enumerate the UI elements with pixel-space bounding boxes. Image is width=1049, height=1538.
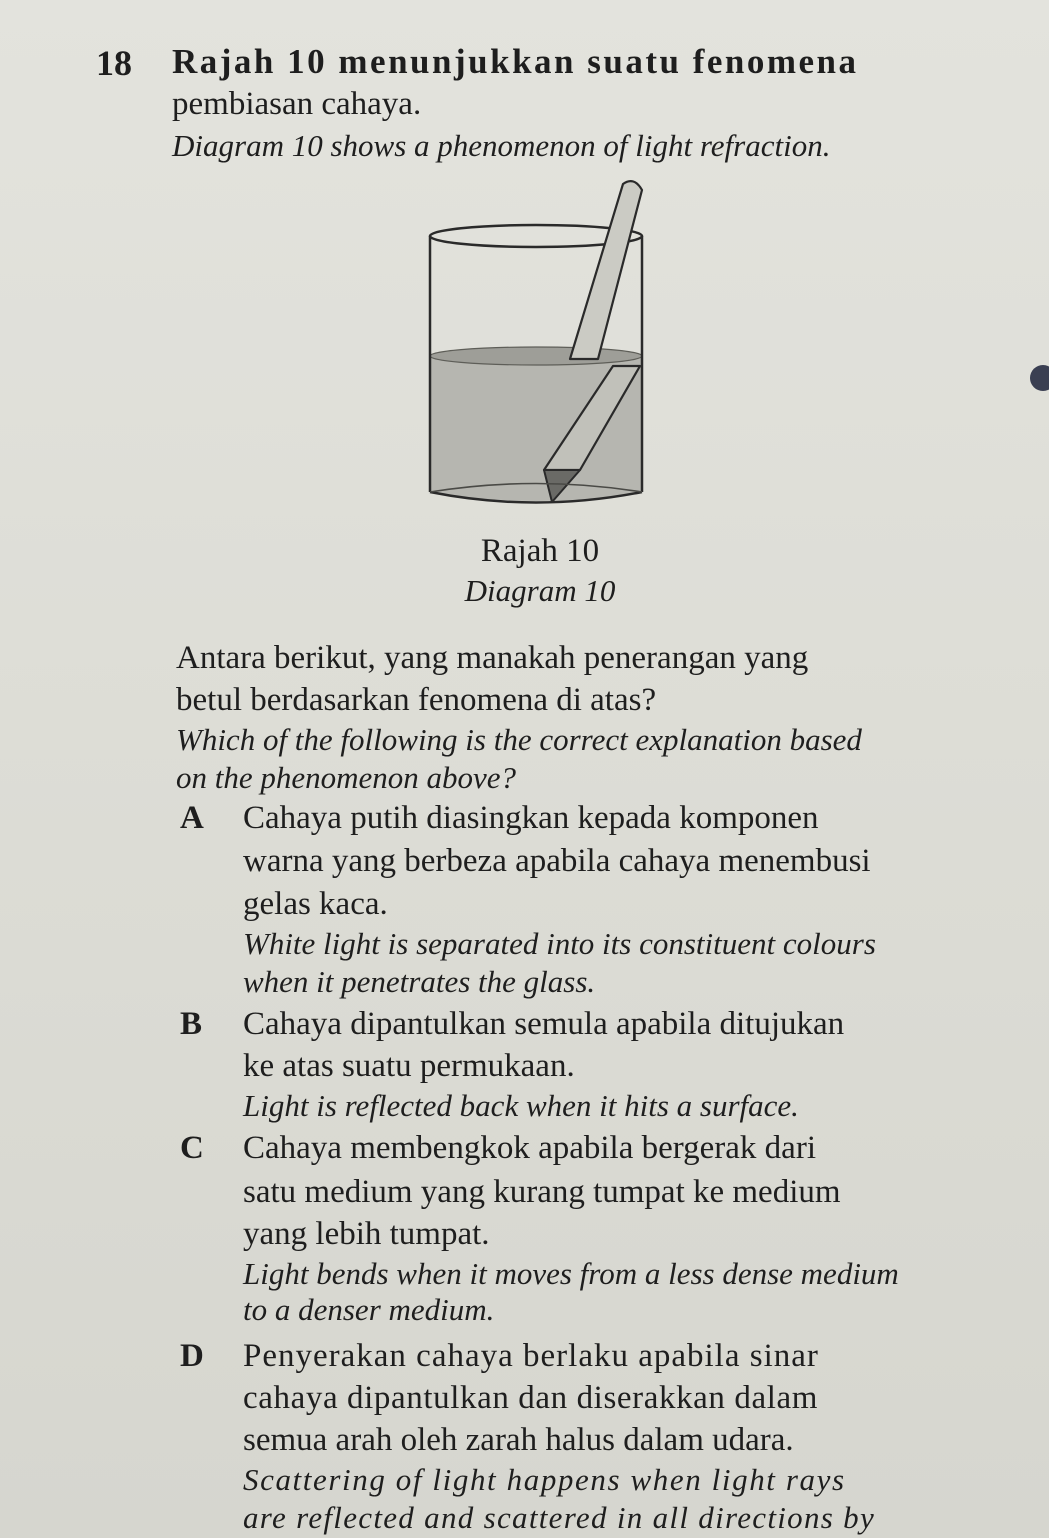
option-d-ms-line-2: cahaya dipantulkan dan diserakkan dalam	[243, 1380, 819, 1416]
option-a-ms-line-3: gelas kaca.	[243, 886, 388, 922]
option-a-en-line-1: White light is separated into its constituent colours	[243, 926, 876, 961]
prompt-ms-line-1: Antara berikut, yang manakah penerangan yang	[176, 640, 809, 676]
diagram-caption-ms: Rajah 10	[480, 533, 600, 569]
diagram-caption-en: Diagram 10	[464, 573, 616, 608]
option-d-en-line-1: Scattering of light happens when light rays	[243, 1462, 846, 1497]
option-b-letter[interactable]: B	[180, 1006, 203, 1042]
option-b-ms-line-1: Cahaya dipantulkan semula apabila ditujukan	[243, 1006, 845, 1042]
page-edge-marker	[1030, 365, 1049, 391]
prompt-ms-line-2: betul berdasarkan fenomena di atas?	[176, 682, 657, 718]
option-b-en-line-1: Light is reflected back when it hits a surface.	[243, 1088, 799, 1123]
stem-ms-line-2: pembiasan cahaya.	[172, 86, 422, 122]
prompt-en-line-2: on the phenomenon above?	[176, 760, 517, 795]
option-c-en-line-2: to a denser medium.	[243, 1292, 495, 1327]
pencil-upper	[570, 181, 642, 359]
option-c-ms-line-3: yang lebih tumpat.	[243, 1216, 490, 1252]
option-d-en-line-2: are reflected and scattered in all directions by	[243, 1500, 876, 1535]
prompt-en-line-1: Which of the following is the correct explanation based	[176, 722, 862, 757]
question-number: 18	[96, 43, 132, 83]
option-a-ms-line-1: Cahaya putih diasingkan kepada komponen	[243, 800, 819, 836]
option-c-ms-line-1: Cahaya membengkok apabila bergerak dari	[243, 1130, 816, 1166]
stem-ms-line-1: Rajah 10 menunjukkan suatu fenomena	[172, 42, 859, 81]
option-c-letter[interactable]: C	[180, 1130, 204, 1166]
option-d-ms-line-1: Penyerakan cahaya berlaku apabila sinar	[243, 1338, 819, 1374]
option-a-ms-line-2: warna yang berbeza apabila cahaya menembusi	[243, 843, 871, 879]
option-d-letter[interactable]: D	[180, 1338, 204, 1374]
option-a-en-line-2: when it penetrates the glass.	[243, 964, 596, 999]
option-c-ms-line-2: satu medium yang kurang tumpat ke medium	[243, 1174, 841, 1210]
option-a-letter[interactable]: A	[180, 800, 204, 836]
option-b-ms-line-2: ke atas suatu permukaan.	[243, 1048, 575, 1084]
option-c-en-line-1: Light bends when it moves from a less dense medium	[243, 1256, 899, 1291]
refraction-diagram	[420, 170, 660, 515]
water-surface	[430, 347, 642, 365]
option-d-ms-line-3: semua arah oleh zarah halus dalam udara.	[243, 1422, 794, 1458]
stem-en-line: Diagram 10 shows a phenomenon of light refraction.	[172, 128, 831, 163]
